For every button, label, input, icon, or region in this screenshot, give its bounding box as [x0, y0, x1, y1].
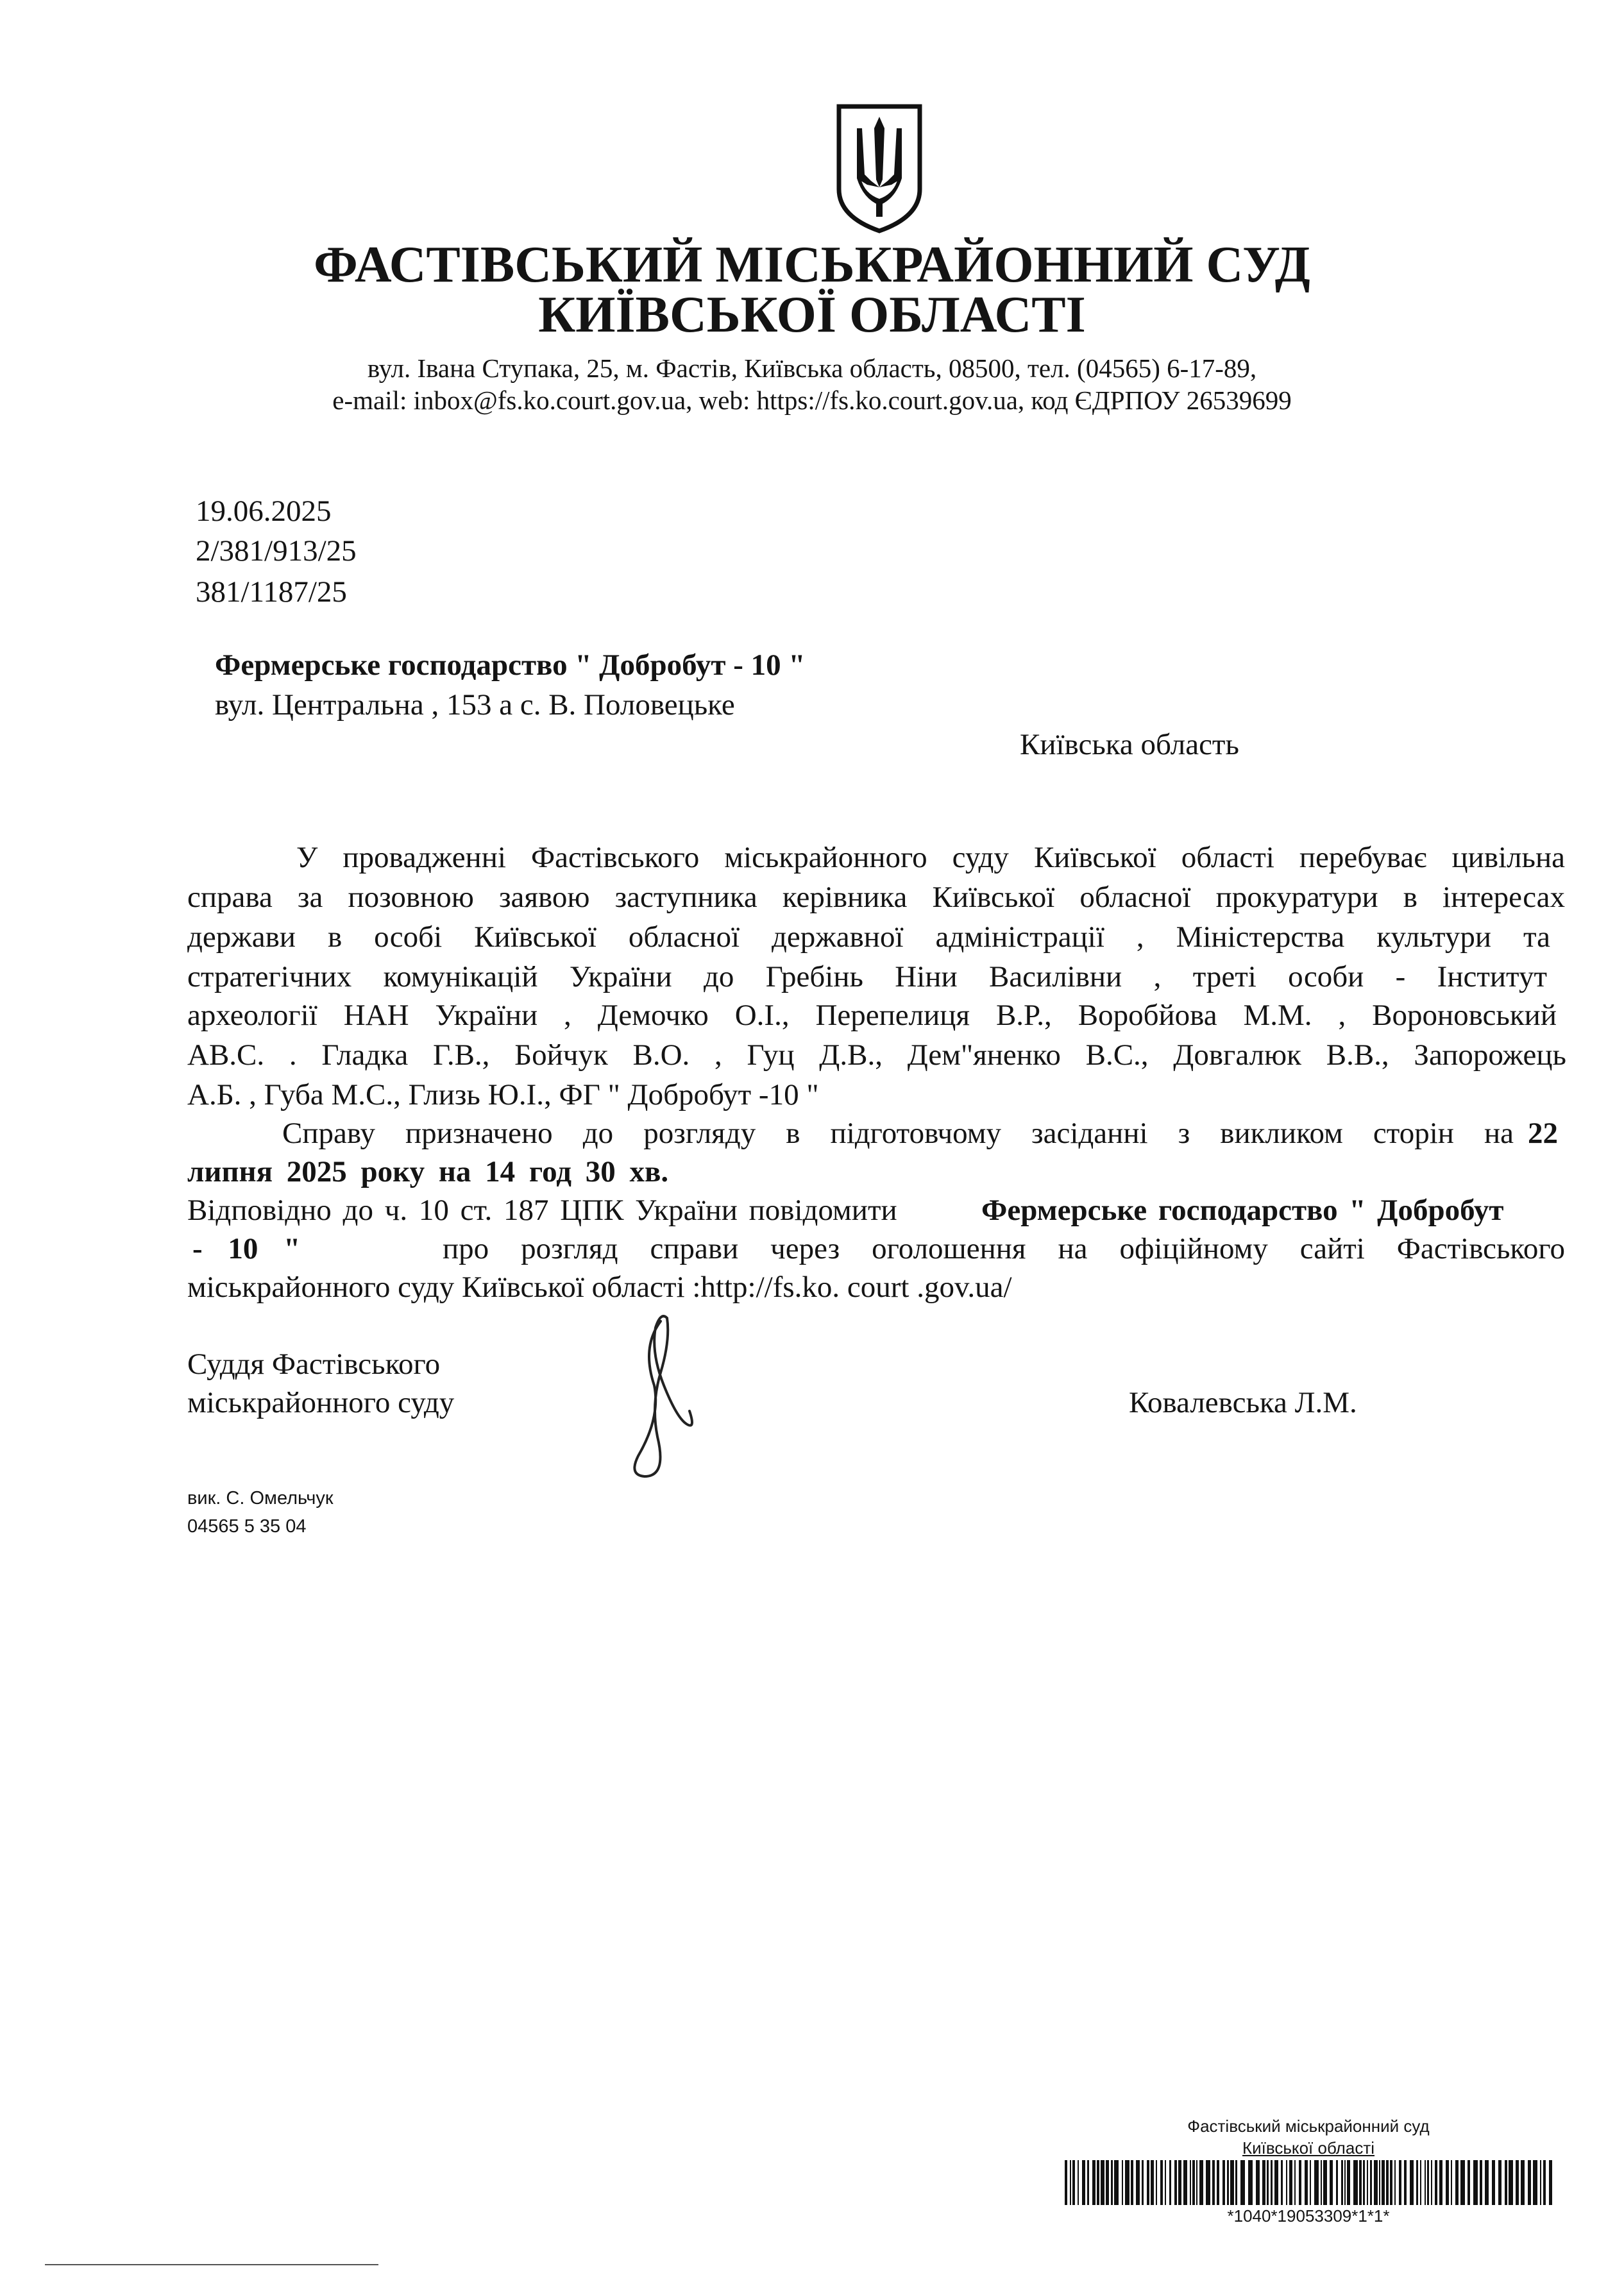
barcode-bar [1330, 2160, 1333, 2205]
barcode-bar [1262, 2160, 1265, 2205]
barcode-bar [1305, 2160, 1308, 2205]
notice-recipient: Фермерське господарство " Добробут [981, 1194, 1504, 1227]
recipient-street: вул. Центральна , 153 а с. В. Половецьке [215, 688, 735, 722]
barcode-bar [1097, 2160, 1099, 2205]
barcode-bar [1267, 2160, 1269, 2205]
notice-prefix: Відповідно до ч. 10 ст. 187 ЦПК України повідомити [187, 1194, 897, 1227]
barcode-bar [1222, 2160, 1225, 2205]
barcode-bar [1344, 2160, 1346, 2205]
barcode-bar [1543, 2160, 1546, 2205]
coat-of-arms-icon [831, 103, 927, 234]
barcode-bar [1136, 2160, 1140, 2205]
barcode-bar [1374, 2160, 1378, 2205]
barcode-bar [1367, 2160, 1368, 2205]
barcode-bar [1386, 2160, 1389, 2205]
barcode-bar [1323, 2160, 1327, 2205]
barcode-bar [1451, 2160, 1452, 2205]
court-address: вул. Івана Ступака, 25, м. Фастів, Київська область, 08500, тел. (04565) 6-17-89, [367, 353, 1257, 383]
barcode-bar [1122, 2160, 1123, 2205]
barcode-caption-line2: Київської області [1242, 2138, 1375, 2158]
barcode-bar [1160, 2160, 1163, 2205]
barcode-bar [1473, 2160, 1478, 2205]
barcode-bar [1509, 2160, 1513, 2205]
barcode-bar [1341, 2160, 1343, 2205]
body-line-7: А.Б. , Губа М.С., Глизь Ю.І., ФГ " Добробут -10 " [187, 1078, 819, 1111]
barcode-bar [1533, 2160, 1537, 2205]
hearing-date: липня 2025 року на 14 год 30 хв. [187, 1155, 669, 1188]
barcode-bar [1070, 2160, 1071, 2205]
barcode-bar [1439, 2160, 1442, 2205]
barcode-bar [1174, 2160, 1177, 2205]
barcode-bar [1390, 2160, 1392, 2205]
barcode-bar [1540, 2160, 1541, 2205]
handwritten-signature [616, 1308, 712, 1482]
notice-method: про розгляд справи через оголошення на офіційному сайті Фастівського [443, 1232, 1565, 1265]
executor-name: вик. С. Омельчук [187, 1488, 334, 1508]
barcode-bar [1147, 2160, 1149, 2205]
barcode-bar [1230, 2160, 1234, 2205]
body-line-2: справа за позовною заявою заступника керівника Київської обласної прокуратури в інтересах [187, 881, 1565, 914]
barcode-bar [1425, 2160, 1426, 2205]
judge-role-line2: міськрайонного суду [187, 1386, 455, 1419]
notice-url: міськрайонного суду Київської області :http://fs.ko. court .gov.ua/ [187, 1271, 1012, 1304]
barcode-bar [1294, 2160, 1296, 2205]
court-contacts: e-mail: inbox@fs.ko.court.gov.ua, web: https://fs.ko.court.gov.ua, код ЄДРПОУ 26539699 [332, 385, 1292, 415]
barcode-bar [1435, 2160, 1437, 2205]
recipient-name: Фермерське господарство " Добробут - 10 " [215, 648, 806, 682]
barcode-bar [1227, 2160, 1229, 2205]
barcode-bar [1165, 2160, 1166, 2205]
barcode-bar [1521, 2160, 1525, 2205]
barcode-bar [1235, 2160, 1237, 2205]
barcode-icon [1065, 2160, 1552, 2205]
barcode-bar [1498, 2160, 1501, 2205]
hearing-text: Справу призначено до розгляду в підготовчому засіданні з викликом сторін на [282, 1117, 1514, 1150]
barcode-bar [1455, 2160, 1459, 2205]
barcode-bar [1446, 2160, 1449, 2205]
barcode-number: *1040*19053309*1*1* [1227, 2206, 1390, 2226]
barcode-bar [1192, 2160, 1195, 2205]
barcode-bar [1347, 2160, 1350, 2205]
barcode-bar [1212, 2160, 1215, 2205]
barcode-bar [1286, 2160, 1287, 2205]
barcode-bar [1394, 2160, 1396, 2205]
barcode-bar [1549, 2160, 1552, 2205]
barcode-bar [1072, 2160, 1075, 2205]
barcode-bar [1505, 2160, 1507, 2205]
recipient-region: Київська область [1020, 728, 1239, 761]
barcode-bar [1169, 2160, 1171, 2205]
barcode-bar [1240, 2160, 1245, 2205]
barcode-bar [1468, 2160, 1470, 2205]
barcode-bar [1131, 2160, 1133, 2205]
body-line-6: АВ.С. . Гладка Г.В., Бойчук В.О. , Гуц Д.В., Дем"яненко В.С., Довгалюк В.В., Запорожець [187, 1038, 1566, 1072]
registration-number: 381/1187/25 [196, 575, 347, 609]
hearing-day: 22 [1528, 1117, 1558, 1150]
barcode-bar [1289, 2160, 1292, 2205]
barcode-bar [1190, 2160, 1191, 2205]
judge-role-line1: Суддя Фастівського [187, 1348, 441, 1381]
barcode-bar [1516, 2160, 1519, 2205]
body-line-5: археології НАН України , Демочко О.І., Перепелиця В.Р., Воробйова М.М. , Вороновський [187, 999, 1557, 1032]
letter-date: 19.06.2025 [196, 494, 332, 528]
footer-divider [45, 2264, 378, 2265]
barcode-bar [1199, 2160, 1203, 2205]
barcode-bar [1399, 2160, 1401, 2205]
barcode-bar [1142, 2160, 1144, 2205]
case-number: 2/381/913/25 [196, 534, 357, 568]
barcode-bar [1492, 2160, 1495, 2205]
barcode-bar [1111, 2160, 1113, 2205]
barcode-bar [1217, 2160, 1219, 2205]
barcode-bar [1178, 2160, 1181, 2205]
barcode-bar [1460, 2160, 1465, 2205]
barcode-bar [1379, 2160, 1380, 2205]
barcode-bar [1363, 2160, 1365, 2205]
body-line-3: держави в особі Київської обласної державної адміністрації , Міністерства культури та [187, 920, 1550, 954]
court-region-title: КИЇВСЬКОЇ ОБЛАСТІ [538, 287, 1086, 343]
barcode-bar [1151, 2160, 1154, 2205]
barcode-bar [1078, 2160, 1079, 2205]
barcode-bar [1125, 2160, 1129, 2205]
barcode-bar [1427, 2160, 1429, 2205]
barcode-bar [1416, 2160, 1418, 2205]
barcode-bar [1485, 2160, 1489, 2205]
barcode-bar [1299, 2160, 1301, 2205]
barcode-bar [1206, 2160, 1210, 2205]
barcode-bar [1065, 2160, 1067, 2205]
barcode-bar [1370, 2160, 1372, 2205]
barcode-bar [1404, 2160, 1407, 2205]
barcode-bar [1106, 2160, 1109, 2205]
barcode-bar [1092, 2160, 1095, 2205]
barcode-bar [1281, 2160, 1283, 2205]
barcode-bar [1410, 2160, 1414, 2205]
barcode-bar [1101, 2160, 1104, 2205]
judge-name: Ковалевська Л.М. [1129, 1386, 1357, 1419]
barcode-bar [1353, 2160, 1358, 2205]
body-line-4: стратегічних комунікацій України до Гребінь Ніни Василівни , треті особи - Інститут [187, 960, 1547, 993]
barcode-bar [1114, 2160, 1119, 2205]
barcode-bar [1256, 2160, 1260, 2205]
barcode-bar [1528, 2160, 1531, 2205]
barcode-bar [1314, 2160, 1319, 2205]
executor-phone: 04565 5 35 04 [187, 1516, 307, 1537]
barcode-bar [1087, 2160, 1089, 2205]
court-title: ФАСТІВСЬКИЙ МІСЬКРАЙОННИЙ СУД [314, 237, 1310, 293]
barcode-bar [1382, 2160, 1385, 2205]
barcode-bar [1274, 2160, 1278, 2205]
barcode-bar [1336, 2160, 1338, 2205]
barcode-bar [1310, 2160, 1311, 2205]
barcode-bar [1156, 2160, 1157, 2205]
barcode-bar [1271, 2160, 1273, 2205]
barcode-bar [1082, 2160, 1085, 2205]
barcode-bar [1321, 2160, 1322, 2205]
body-line-1: У провадженні Фастівського міськрайонного суду Київської області перебуває цивільна [296, 841, 1565, 874]
notice-recipient-cont: - 10 " [192, 1232, 301, 1265]
barcode-bar [1420, 2160, 1421, 2205]
barcode-bar [1359, 2160, 1362, 2205]
barcode-bar [1196, 2160, 1197, 2205]
barcode-bar [1248, 2160, 1253, 2205]
barcode-caption-line1: Фастівський міськрайонний суд [1187, 2117, 1430, 2136]
barcode-bar [1183, 2160, 1187, 2205]
barcode-bar [1480, 2160, 1482, 2205]
barcode-bar [1431, 2160, 1432, 2205]
